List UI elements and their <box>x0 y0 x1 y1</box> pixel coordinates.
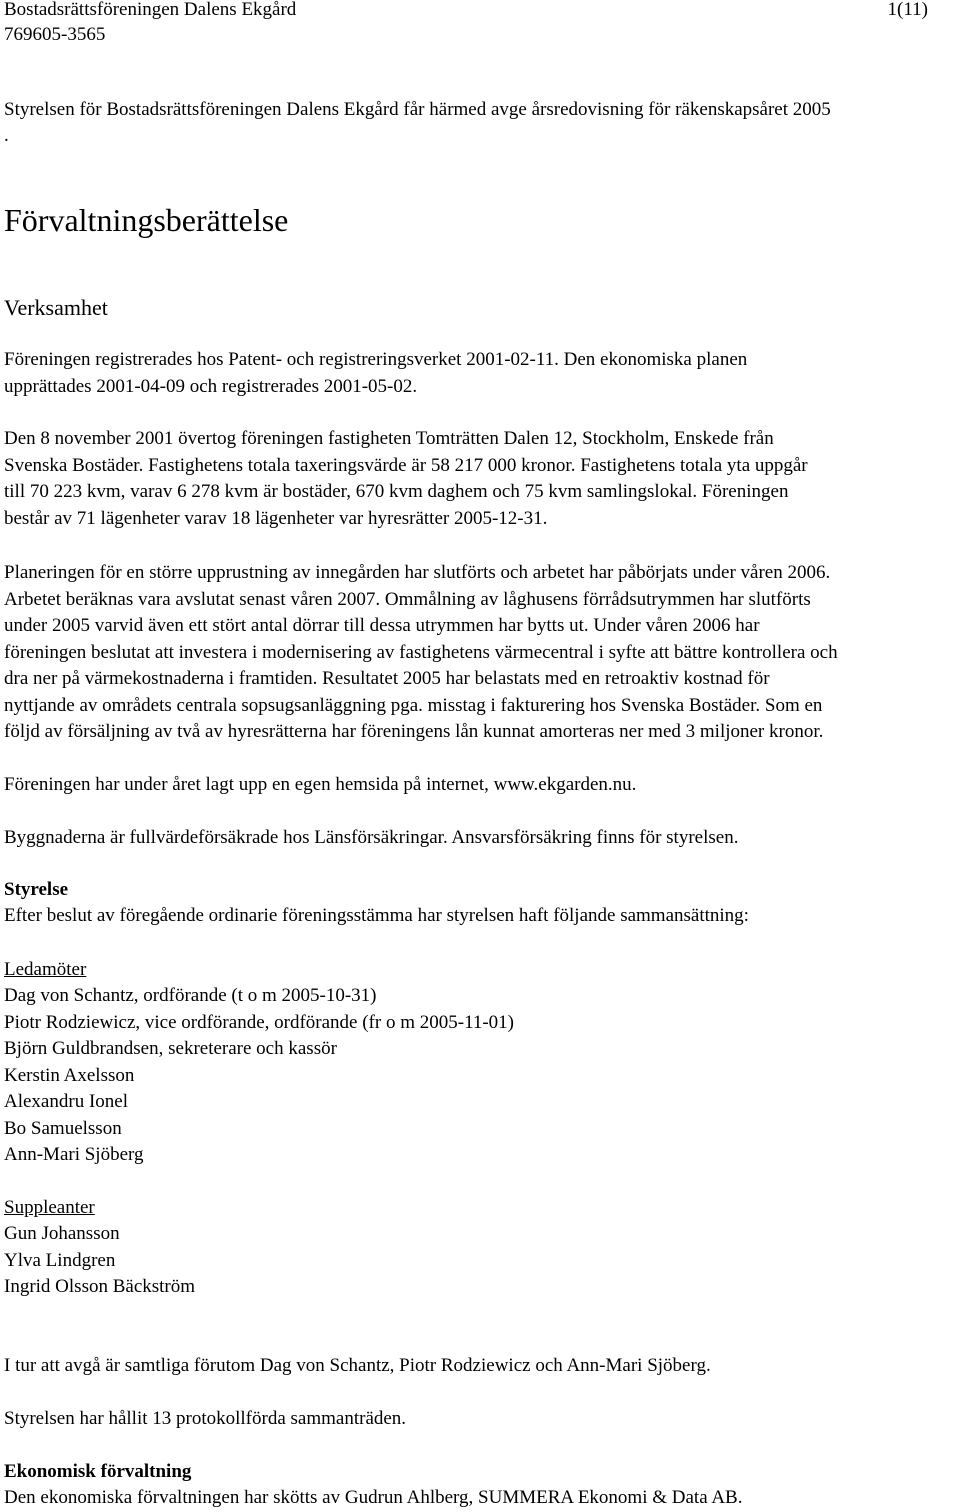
paragraph-renovation <box>4 560 838 746</box>
list-item: Dag von Schantz, ordförande (t o m 2005-10-31) <box>4 985 377 1006</box>
section-heading-styrelse: Styrelse <box>4 879 69 900</box>
ledamoter-label: Ledamöter <box>4 959 87 980</box>
list-item: Bo Samuelsson <box>4 1117 122 1139</box>
organization-name: Bostadsrättsföreningen Dalens Ekgård <box>4 0 297 20</box>
section-heading-ekonomisk: Ekonomisk förvaltning <box>4 1461 192 1482</box>
organization-number: 769605-3565 <box>4 24 106 45</box>
paragraph-line: består av 71 lägenheter varav 18 lägenheter var hyresrätter 2005-12-31. <box>4 507 548 529</box>
suppleanter-label: Suppleanter <box>4 1197 95 1218</box>
suppleanter-list <box>4 1221 195 1301</box>
paragraph-line: under 2005 varvid även ett stört antal dörrar till dessa utrymmen har bytts ut. Under våren 2006 har <box>4 615 760 636</box>
paragraph-insurance: Byggnaderna är fullvärdeförsäkrade hos Länsförsäkringar. Ansvarsförsäkring finns för styrelsen. <box>4 827 739 848</box>
ekonomisk-text: Den ekonomiska förvaltningen har skötts av Gudrun Ahlberg, SUMMERA Ekonomi & Data AB. <box>4 1487 743 1508</box>
intro-dot: . <box>4 125 9 146</box>
styrelse-intro: Efter beslut av föregående ordinarie föreningsstämma har styrelsen haft följande sammansättning: <box>4 905 749 926</box>
paragraph-website: Föreningen har under året lagt upp en egen hemsida på internet, www.ekgarden.nu. <box>4 774 637 795</box>
ledamoter-list <box>4 983 514 1169</box>
paragraph-line: följd av försäljning av två av hyresrätterna har föreningens lån kunnat amorteras ner med 3 miljoner kronor. <box>4 721 824 742</box>
list-item: Ylva Lindgren <box>4 1249 116 1271</box>
paragraph-line: föreningen beslutat att investera i modernisering av fastighetens värmecentral i syfte att bättre kontrollera och <box>4 641 838 663</box>
paragraph-line: upprättades 2001-04-09 och registrerades 2001-05-02. <box>4 375 418 397</box>
section-heading-verksamhet: Verksamhet <box>4 295 108 320</box>
list-item: Alexandru Ionel <box>4 1091 128 1112</box>
tur-att-avga: I tur att avgå är samtliga förutom Dag von Schantz, Piotr Rodziewicz och Ann-Mari Sjöberg. <box>4 1355 711 1376</box>
paragraph-registration <box>4 347 747 400</box>
intro-text: Styrelsen för Bostadsrättsföreningen Dalens Ekgård får härmed avge årsredovisning för räkenskapsåret 2005 <box>4 99 831 120</box>
list-item: Ingrid Olsson Bäckström <box>4 1276 196 1297</box>
paragraph-line: Den 8 november 2001 övertog föreningen fastigheten Tomträtten Dalen 12, Stockholm, Enskede från <box>4 428 774 449</box>
list-item: Björn Guldbrandsen, sekreterare och kassör <box>4 1038 337 1059</box>
list-item: Piotr Rodziewicz, vice ordförande, ordförande (fr o m 2005-11-01) <box>4 1011 515 1033</box>
list-item: Kerstin Axelsson <box>4 1064 135 1086</box>
paragraph-line: Föreningen registrerades hos Patent- och registreringsverket 2001-02-11. Den ekonomiska planen <box>4 349 748 370</box>
list-item: Gun Johansson <box>4 1223 120 1244</box>
meetings-count: Styrelsen har hållit 13 protokollförda sammanträden. <box>4 1408 407 1429</box>
paragraph-line: dra ner på värmekostnaderna i framtiden. Resultatet 2005 har belastats med en retroaktiv kostnad för <box>4 668 770 689</box>
paragraph-line: nyttjande av områdets centrala sopsugsanläggning pga. misstag i fakturering hos Svenska Bostäder. Som en <box>4 694 823 716</box>
page-number: 1(11) <box>887 0 928 20</box>
paragraph-line: till 70 223 kvm, varav 6 278 kvm är bostäder, 670 kvm daghem och 75 kvm samlingslokal. Föreningen <box>4 481 789 502</box>
paragraph-line: Arbetet beräknas vara avslutat senast våren 2007. Ommålning av låghusens förrådsutrymmen har slutförts <box>4 588 811 610</box>
paragraph-line: Svenska Bostäder. Fastighetens totala taxeringsvärde är 58 217 000 kronor. Fastighetens totala yta uppgår <box>4 454 808 476</box>
paragraph-line: Planeringen för en större upprustning av innegården har slutförts och arbetet har påbörjats under våren 2006. <box>4 562 831 583</box>
paragraph-property <box>4 426 808 532</box>
page-title: Förvaltningsberättelse <box>4 202 289 238</box>
list-item: Ann-Mari Sjöberg <box>4 1144 144 1165</box>
